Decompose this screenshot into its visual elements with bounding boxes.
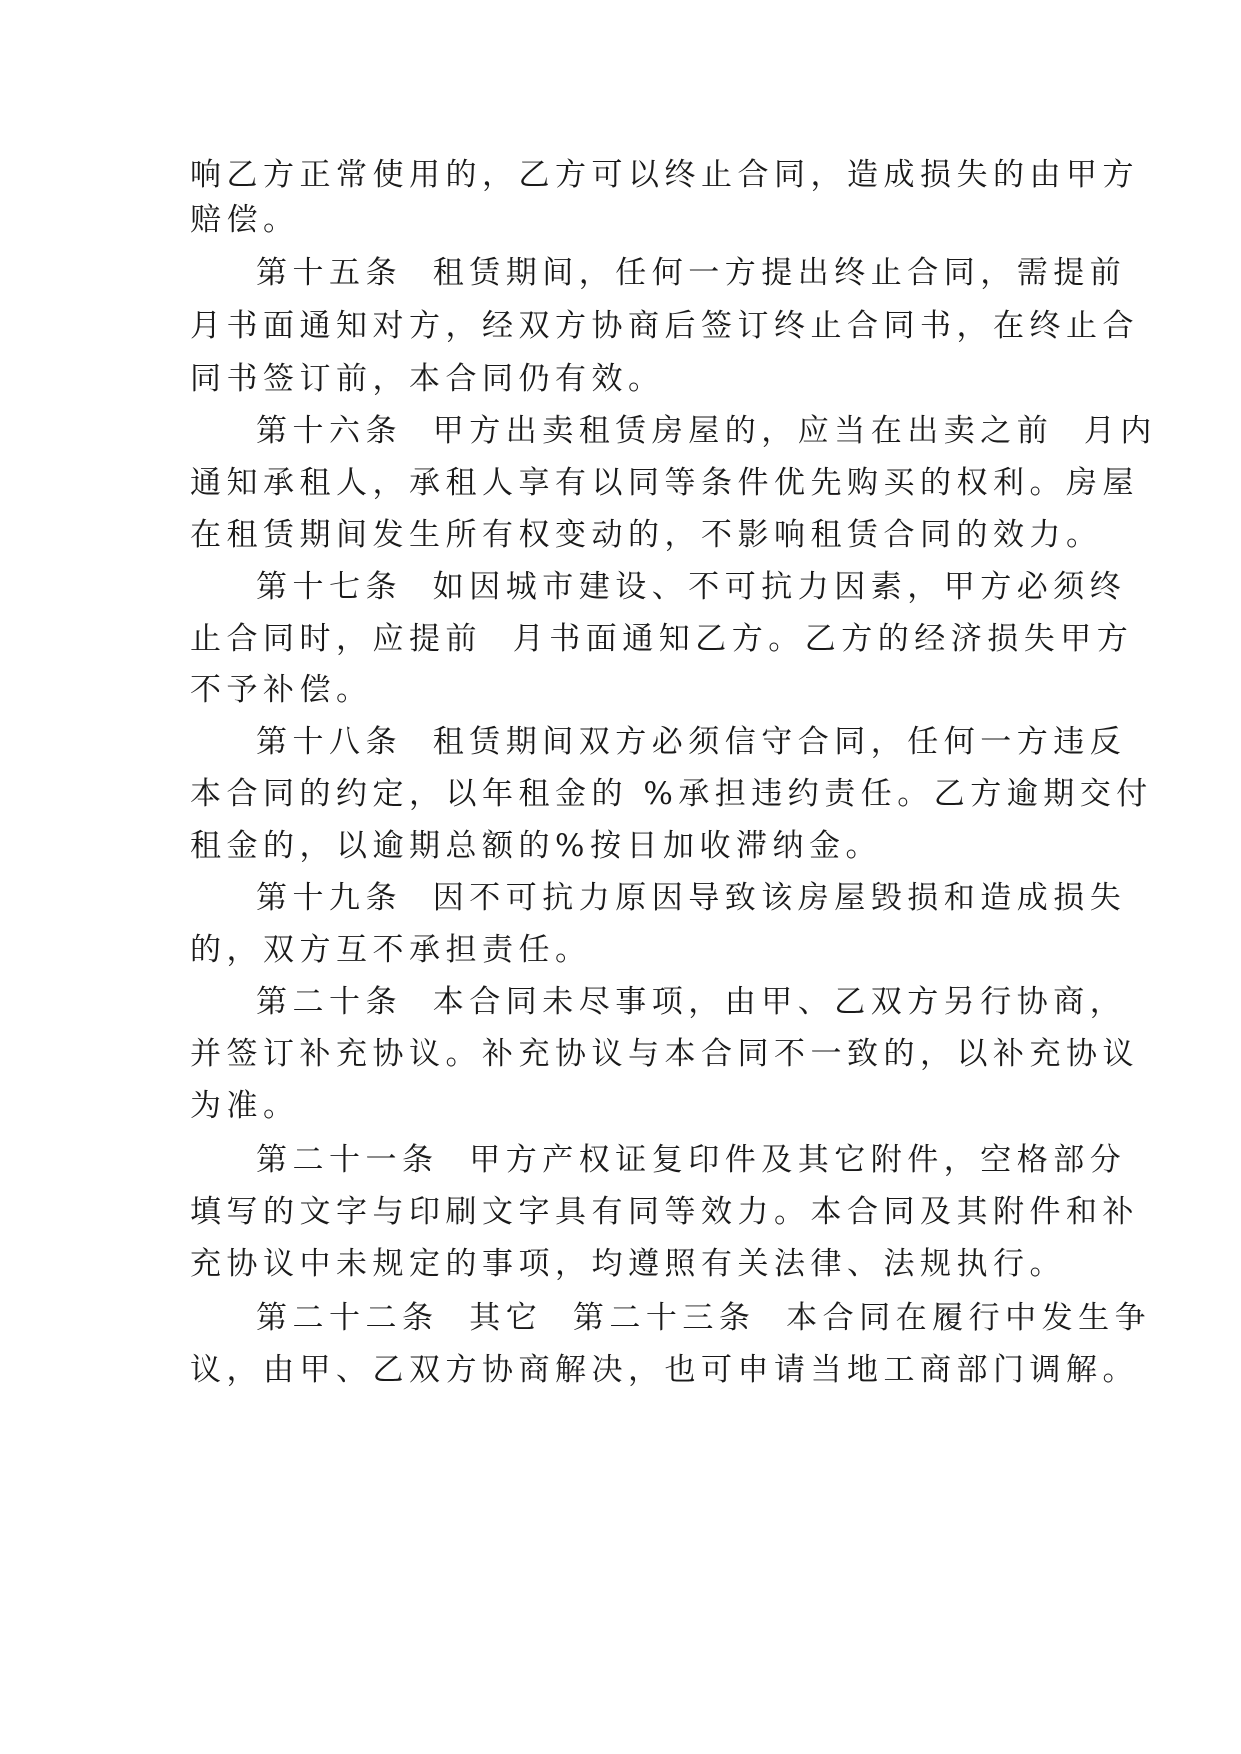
text-line-continuation: 为准。 bbox=[190, 1088, 300, 1124]
text-line-continuation: 议，由甲、乙双方协商解决，也可申请当地工商部门调解。 bbox=[190, 1352, 1139, 1388]
text-line-continuation: 并签订补充协议。补充协议与本合同不一致的，以补充协议 bbox=[190, 1036, 1139, 1072]
text-line-continuation: 止合同时，应提前 月书面通知乙方。乙方的经济损失甲方 bbox=[190, 621, 1134, 657]
text-line-continuation: 填写的文字与印刷文字具有同等效力。本合同及其附件和补 bbox=[190, 1194, 1139, 1230]
text-line-continuation: 在租赁期间发生所有权变动的，不影响租赁合同的效力。 bbox=[190, 517, 1103, 553]
text-line-continuation: 租金的，以逾期总额的%按日加收滞纳金。 bbox=[190, 828, 882, 864]
text-line-continuation: 赔偿。 bbox=[190, 202, 300, 238]
article-16-heading-line: 第十六条 甲方出卖租赁房屋的，应当在出卖之前 月内 bbox=[256, 413, 1157, 449]
text-line-continuation: 通知承租人，承租人享有以同等条件优先购买的权利。房屋 bbox=[190, 465, 1139, 501]
text-line-continuation: 月书面通知对方，经双方协商后签订终止合同书，在终止合 bbox=[190, 308, 1139, 344]
article-20-heading-line: 第二十条 本合同未尽事项，由甲、乙双方另行协商， bbox=[256, 984, 1127, 1020]
text-line-continuation: 不予补偿。 bbox=[190, 672, 373, 708]
text-line-continuation: 同书签订前，本合同仍有效。 bbox=[190, 361, 665, 397]
article-21-heading-line: 第二十一条 甲方产权证复印件及其它附件，空格部分 bbox=[256, 1142, 1127, 1178]
article-15-heading-line: 第十五条 租赁期间，任何一方提出终止合同，需提前 bbox=[256, 255, 1127, 291]
text-line-continuation: 充协议中未规定的事项，均遵照有关法律、法规执行。 bbox=[190, 1246, 1066, 1282]
article-18-heading-line: 第十八条 租赁期间双方必须信守合同，任何一方违反 bbox=[256, 724, 1127, 760]
text-line-continuation: 响乙方正常使用的，乙方可以终止合同，造成损失的由甲方 bbox=[190, 157, 1139, 193]
article-22-23-heading-line: 第二十二条 其它 第二十三条 本合同在履行中发生争 bbox=[256, 1300, 1152, 1336]
article-19-heading-line: 第十九条 因不可抗力原因导致该房屋毁损和造成损失 bbox=[256, 880, 1127, 916]
article-17-heading-line: 第十七条 如因城市建设、不可抗力因素，甲方必须终 bbox=[256, 569, 1127, 605]
text-line-continuation: 本合同的约定，以年租金的 %承担违约责任。乙方逾期交付 bbox=[190, 776, 1153, 812]
text-line-continuation: 的，双方互不承担责任。 bbox=[190, 932, 592, 968]
